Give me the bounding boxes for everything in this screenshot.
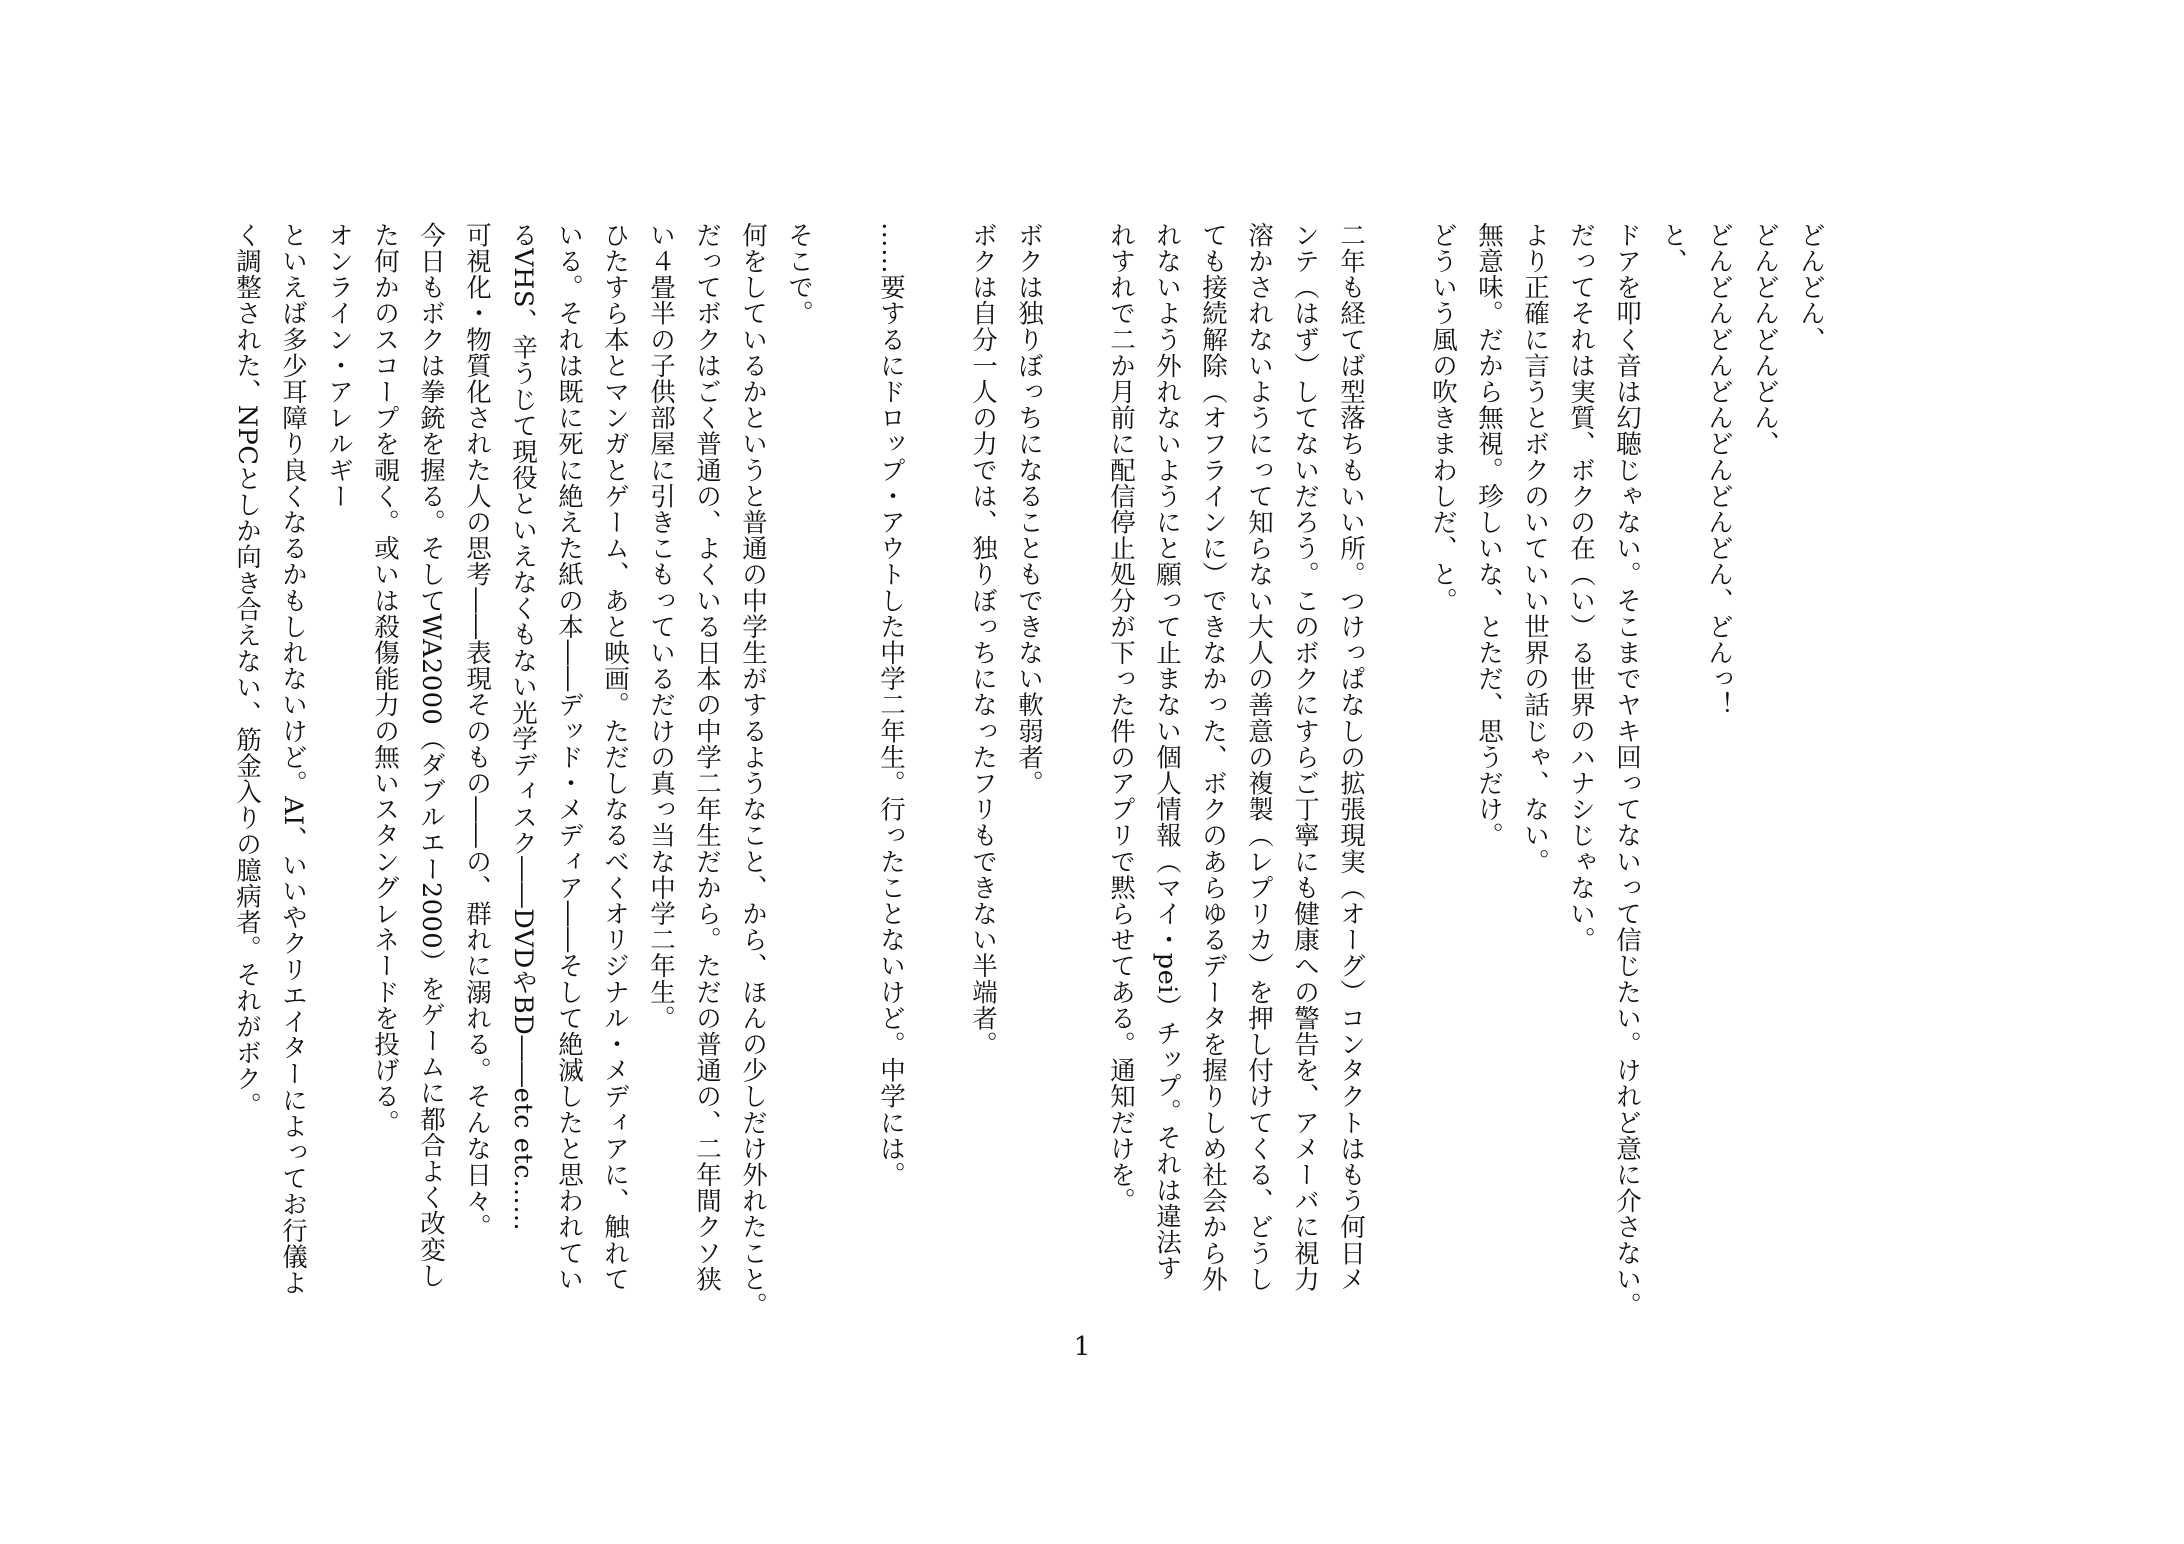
text-line: どんどんどんどん、 (1750, 222, 1780, 457)
text-line: れないよう外れないようにと願って止まない個人情報（マイ・pei）チップ。それは違法す (1152, 222, 1182, 1282)
text-line: た何かのスコープを覗く。或いは殺傷能力の無いスタングレネードを投げる。 (370, 222, 400, 1136)
text-line: 二年も経てば型落ちもいい所。つけっぱなしの拡張現実（オーグ）コンタクトはもう何日メ (1336, 222, 1366, 1293)
text-line: 何をしているかというと普通の中学生がするようなこと、から、ほんの少しだけ外れたこと。 (738, 222, 768, 1319)
blank-line (1374, 222, 1420, 1352)
text-line: ンテ（はず）してないだろう。このボクにすらご丁寧にも健康への警告を、アメーバに視力 (1290, 222, 1320, 1293)
text-line: と、 (1658, 222, 1688, 275)
text-line: だってボクはごく普通の、よくいる日本の中学二年生だから。ただの普通の、二年間クソ狭 (692, 222, 722, 1293)
text-line: どんどん、 (1796, 222, 1826, 353)
text-line: ても接続解除（オフラインに）できなかった、ボクのあらゆるデータを握りしめ社会から外 (1198, 222, 1228, 1293)
text-line: るVHS、辛うじて現役といえなくもない光学ディスク――DVDやBD――etc etc…… (508, 222, 538, 1232)
text-line: より正確に言うとボクのいていい世界の話じゃ、ない。 (1520, 222, 1550, 875)
text-line: いる。それは既に死に絶えた紙の本――デッド・メディア――そして絶滅したと思われてい (554, 222, 584, 1293)
text-line: い４畳半の子供部屋に引きこもっているだけの真っ当な中学二年生。 (646, 222, 676, 1032)
text-line: く調整された、NPCとしか向き合えない、筋金入りの臆病者。それがボク。 (232, 222, 262, 1118)
text-line: ……要するにドロップ・アウトした中学二年生。行ったことないけど。中学には。 (876, 222, 906, 1188)
blank-line (914, 222, 960, 1352)
text-line: ボクは独りぼっちになることもできない軟弱者。 (1014, 222, 1044, 797)
page-number: 1 (1073, 1332, 1091, 1362)
blank-line (1052, 222, 1098, 1352)
text-line: 溶かされないようにって知らない大人の善意の複製（レプリカ）を押し付けてくる、どうし (1244, 222, 1274, 1293)
text-line: オンライン・アレルギー (324, 222, 354, 510)
text-line: 無意味。だから無視。珍しいな、とただ、思うだけ。 (1474, 222, 1504, 849)
text-line: ボクは自分一人の力では、独りぼっちになったフリもできない半端者。 (968, 222, 998, 1058)
text-line: どんどんどんどんどんどんどん、どんっ！ (1704, 222, 1734, 718)
text-line: だってそれは実質、ボクの在（い）る世界のハナシじゃない。 (1566, 222, 1596, 953)
text-line: 今日もボクは拳銃を握る。そしてWA2000（ダブルエー2000）をゲームに都合よく改変し (416, 222, 446, 1289)
text-line: そこで。 (784, 222, 814, 327)
text-line: れすれで二か月前に配信停止処分が下った件のアプリで黙らせてある。通知だけを。 (1106, 222, 1136, 1214)
text-line: 可視化・物質化された人の思考――表現そのもの――の、群れに溺れる。そんな日々。 (462, 222, 492, 1240)
text-line: どういう風の吹きまわしだ、と。 (1428, 222, 1458, 614)
blank-line (822, 222, 868, 1352)
text-line: ドアを叩く音は幻聴じゃない。そこまでヤキ回ってないって信じたい。けれど意に介さない。 (1612, 222, 1642, 1319)
text-line: ひたすら本とマンガとゲーム、あと映画。ただしなるべくオリジナル・メディアに、触れて (600, 222, 630, 1293)
text-line: といえば多少耳障り良くなるかもしれないけど。AI、いいやクリエイターによってお行儀よ (278, 222, 308, 1296)
